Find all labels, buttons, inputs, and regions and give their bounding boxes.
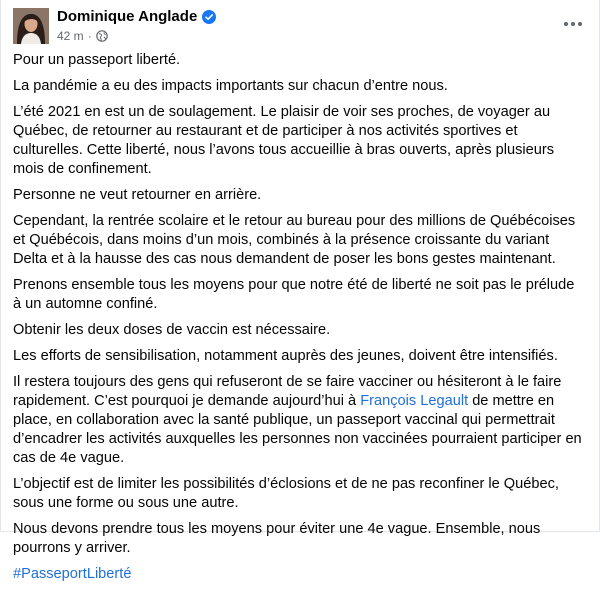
post-header bbox=[1, 0, 599, 50]
globe-icon[interactable] bbox=[96, 30, 108, 42]
more-options-button[interactable] bbox=[559, 10, 587, 38]
hashtag-paragraph bbox=[13, 565, 585, 584]
paragraph-9-end: de mettre en place, en collaboration avec la santé publique, un passeport vaccinal qui permettrait d’encadrer les activités auxquelles les personnes non vaccinées pourraient participer en cas de 4e vague. bbox=[13, 393, 582, 466]
paragraph-5: Cependant, la rentrée scolaire et le retour au bureau pour des millions de Québécoises et Québécois, dans moins d’un mois, combinés à la présence croissante du variant Delta et à la hausse des cas nous demandent de poser les bons gestes maintenant. bbox=[13, 213, 576, 267]
post-body bbox=[13, 51, 585, 591]
paragraph-6: Prenons ensemble tous les moyens pour que notre été de liberté ne soit pas le prélude à un automne confiné. bbox=[13, 277, 575, 312]
more-options-icon bbox=[564, 22, 582, 26]
avatar-photo bbox=[13, 8, 49, 44]
paragraph-1: Pour un passeport liberté. bbox=[13, 52, 181, 68]
hashtag-link[interactable]: #PasseportLiberté bbox=[13, 566, 132, 582]
paragraph-4: Personne ne veut retourner en arrière. bbox=[13, 187, 262, 203]
paragraph-2: La pandémie a eu des impacts importants sur chacun d’entre nous. bbox=[13, 78, 448, 94]
paragraph-9 bbox=[13, 373, 585, 468]
paragraph-10: L’objectif est de limiter les possibilités d’éclosions et de ne pas reconfiner le Québec, sous une forme ou sous une autre. bbox=[13, 476, 559, 511]
post-timestamp[interactable]: 42 m bbox=[57, 29, 84, 43]
paragraph-11: Nous devons prendre tous les moyens pour éviter une 4e vague. Ensemble, nous pourrons y arriver. bbox=[13, 521, 541, 556]
verified-badge-icon bbox=[202, 10, 216, 24]
paragraph-9-start: Il restera toujours des gens qui refuseront de se faire vacciner ou hésiteront à le faire rapidement. C’est pourquoi je demande aujourd’hui à bbox=[13, 374, 562, 409]
author-avatar[interactable] bbox=[13, 8, 49, 44]
paragraph-8: Les efforts de sensibilisation, notamment auprès des jeunes, doivent être intensifiés. bbox=[13, 348, 558, 364]
paragraph-7: Obtenir les deux doses de vaccin est nécessaire. bbox=[13, 322, 331, 338]
author-row bbox=[57, 8, 216, 26]
mention-link[interactable]: François Legault bbox=[360, 393, 469, 409]
post-meta bbox=[57, 29, 108, 43]
paragraph-3: L’été 2021 en est un de soulagement. Le plaisir de voir ses proches, de voyager au Québec, de retourner au restaurant et de participer à nos activités sportives et culturelles. Cette liberté, nous l’avons tous accueillie à bras ouverts, après plusieurs mois de confinement. bbox=[13, 104, 555, 177]
meta-separator: · bbox=[87, 29, 92, 43]
author-name[interactable]: Dominique Anglade bbox=[57, 8, 198, 25]
